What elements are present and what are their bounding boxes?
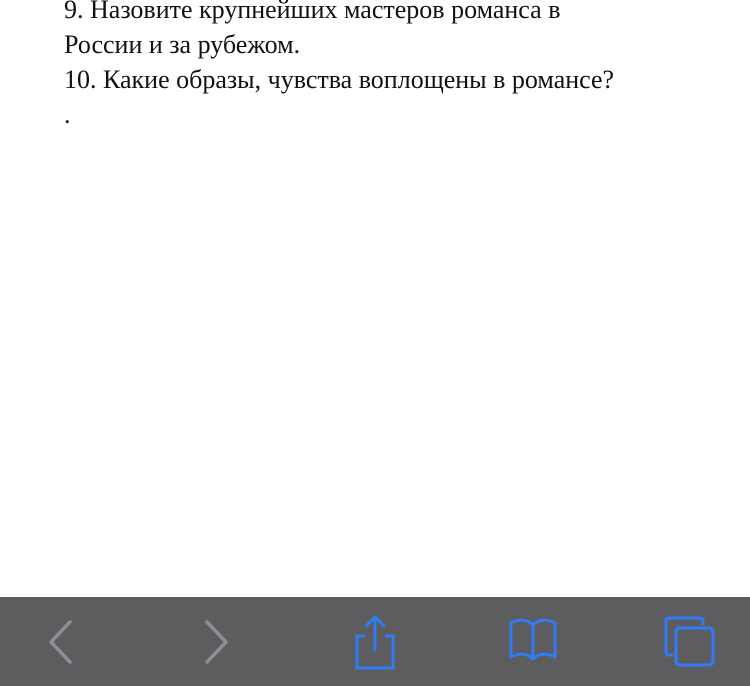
page-content xyxy=(64,0,704,132)
tabs-button[interactable] xyxy=(655,607,725,677)
bookmarks-book-icon xyxy=(507,617,559,667)
question-9-line-1: 9. Назовите крупнейших мастеров романса в xyxy=(64,0,561,24)
back-button[interactable] xyxy=(25,607,95,677)
browser-bottom-toolbar xyxy=(0,597,750,686)
tabs-icon xyxy=(663,615,717,669)
bookmarks-button[interactable] xyxy=(498,607,568,677)
share-icon xyxy=(350,612,400,672)
back-chevron-icon xyxy=(40,617,80,667)
question-9-line-2: России и за рубежом. xyxy=(64,30,301,59)
forward-button[interactable] xyxy=(182,607,252,677)
share-button[interactable] xyxy=(340,607,410,677)
forward-chevron-icon xyxy=(197,617,237,667)
question-10: 10. Какие образы, чувства воплощены в романсе? xyxy=(64,65,615,94)
trailing-period: . xyxy=(64,100,71,129)
